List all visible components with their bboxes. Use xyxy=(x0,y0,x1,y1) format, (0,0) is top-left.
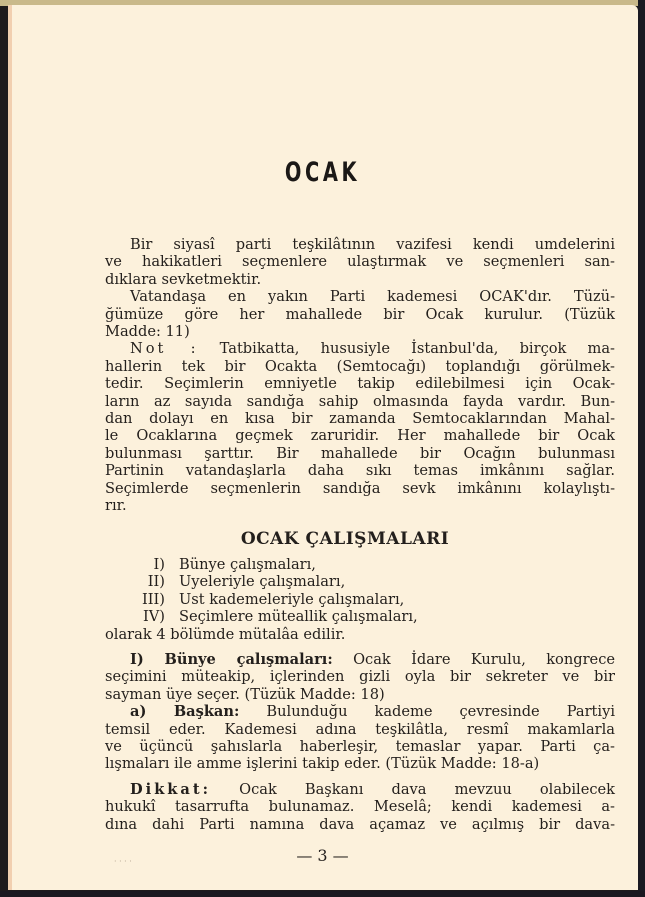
text-line: ve hakikatleri seçmenlere ulaştırmak ve seçmenleri san- xyxy=(105,253,615,271)
list-item xyxy=(105,556,615,573)
text-line: rır. xyxy=(105,497,127,515)
not-label: Not : xyxy=(130,340,199,358)
scan-border-right xyxy=(638,0,645,897)
list-number: III) xyxy=(142,590,165,608)
paragraph-ocak-definition xyxy=(105,288,615,340)
text-line: bulunması şarttır. Bir mahallede bir Ocağın bulunması xyxy=(105,444,615,462)
text-line: tedir. Seçimlerin emniyetle takip edilebilmesi için Ocak- xyxy=(105,375,615,393)
paragraph-bunye xyxy=(105,651,615,703)
spacer xyxy=(105,773,615,781)
text-line: Bir siyasî parti teşkilâtının vazifesi kendi umdelerini xyxy=(130,236,615,253)
not-text: Tatbikatta, hususiyle İstanbul'da, birçok ma- xyxy=(219,340,615,358)
paragraph-intro xyxy=(105,236,615,288)
page-number: — 3 — xyxy=(296,846,349,865)
text-line: Partinin vatandaşlarla daha sıkı temas imkânını sağlar. xyxy=(105,462,615,480)
bunye-text: Ocak İdare Kurulu, kongrece xyxy=(353,650,615,668)
text-line: Madde: 11) xyxy=(105,323,190,341)
text-line: dan dolayı en kısa bir zamanda Semtocaklarından Mahal- xyxy=(105,410,615,428)
work-areas-list xyxy=(105,556,615,643)
list-text: Ust kademeleriyle çalışmaları, xyxy=(179,590,405,608)
text-line: Seçimlerde seçmenlerin sandığa sevk imkânını kolaylıştı- xyxy=(105,479,615,497)
text-line: ve üçüncü şahıslarla haberleşir, temaslar yapar. Parti ça- xyxy=(105,737,615,755)
dikkat-text: Ocak Başkanı dava mevzuu olabilecek xyxy=(239,780,615,798)
stray-marks: · · · · xyxy=(114,857,132,866)
text-line: sayman üye seçer. (Tüzük Madde: 18) xyxy=(105,685,385,703)
text-line xyxy=(105,781,615,798)
text-line: seçimini müteakip, içlerinden gizli oyla bir sekreter ve bir xyxy=(105,668,615,686)
page-title: OCAK xyxy=(284,157,361,188)
list-item xyxy=(105,591,615,608)
text-line: le Ocaklarına geçmek zaruridir. Her mahallede bir Ocak xyxy=(105,427,615,445)
text-line: dına dahi Parti namına dava açamaz ve açılmış bir dava- xyxy=(105,815,615,833)
paragraph-dikkat xyxy=(105,781,615,833)
list-number: II) xyxy=(147,573,165,591)
baskan-text: Bulunduğu kademe çevresinde Partiyi xyxy=(266,703,615,721)
dikkat-label: Dikkat: xyxy=(130,780,212,798)
text-line: hallerin tek bir Ocakta (Semtocağı) toplandığı görülmek- xyxy=(105,357,615,375)
spacer xyxy=(105,643,615,651)
section-heading: OCAK ÇALIŞMALARI xyxy=(240,528,450,549)
text-line xyxy=(105,703,615,720)
list-number: IV) xyxy=(143,608,165,626)
text-line: ğümüze göre her mahallede bir Ocak kurulur. (Tüzük xyxy=(105,305,615,323)
text-line: hukukî tasarrufta bulunamaz. Meselâ; kendi kademesi a- xyxy=(105,798,615,816)
text-line xyxy=(105,340,615,357)
list-text: Seçimlere müteallik çalışmaları, xyxy=(179,608,418,626)
scan-border-bottom xyxy=(0,891,645,897)
list-text: Uyeleriyle çalışmaları, xyxy=(179,573,346,591)
paragraph-baskan xyxy=(105,703,615,773)
text-line: lışmaları ile amme işlerini takip eder. (Tüzük Madde: 18-a) xyxy=(105,755,540,773)
list-number: I) xyxy=(153,555,165,573)
text-line: temsil eder. Kademesi adına teşkilâtla, resmî makamlarla xyxy=(105,720,615,738)
text-line: Vatandaşa en yakın Parti kademesi OCAK'dır. Tüzü- xyxy=(130,288,615,306)
bunye-label: I) Bünye çalışmaları: xyxy=(130,650,333,668)
baskan-label: a) Başkan: xyxy=(130,703,240,721)
page-body xyxy=(105,236,615,833)
text-line: ların az sayıda sandığa sahip olmasında fayda vardır. Bun- xyxy=(105,392,615,410)
paragraph-not xyxy=(105,340,615,514)
text-line xyxy=(105,651,615,668)
page-spine-shadow xyxy=(8,5,12,890)
text-line: dıklara sevketmektir. xyxy=(105,270,262,288)
list-item xyxy=(105,573,615,590)
list-text: Bünye çalışmaları, xyxy=(179,555,316,573)
list-closing: olarak 4 bölümde mütalâa edilir. xyxy=(105,625,346,643)
list-item xyxy=(105,608,615,625)
